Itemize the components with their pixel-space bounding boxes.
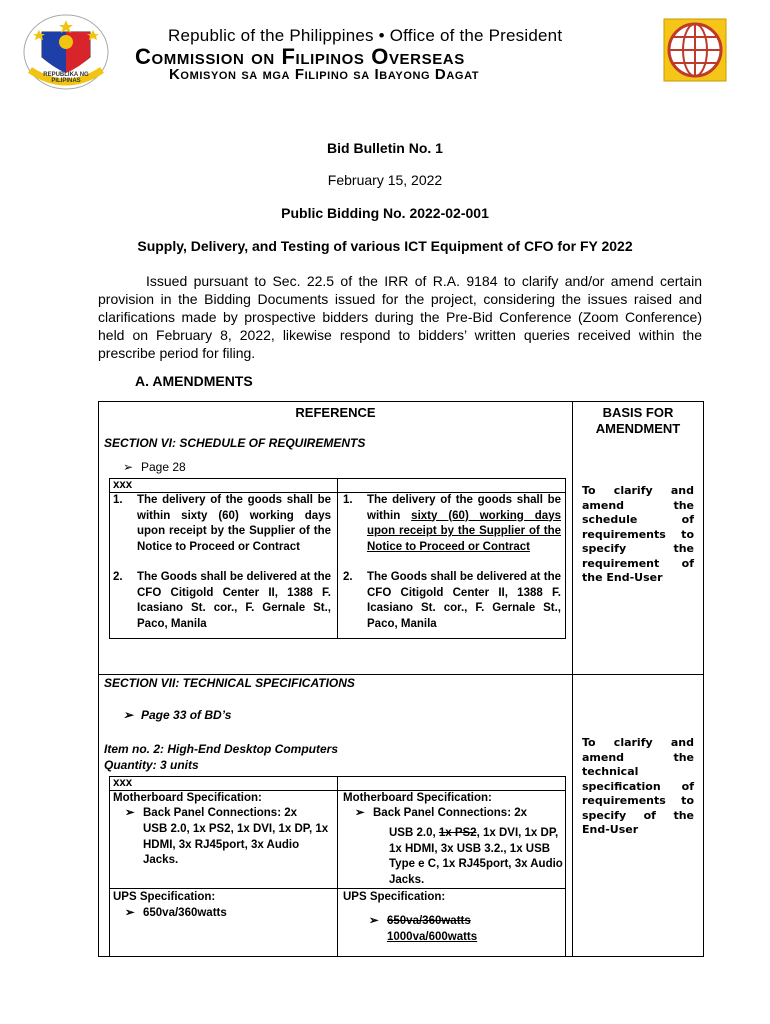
bidding-number: Public Bidding No. 2022-02-001 — [281, 205, 489, 221]
col-header-basis: BASIS FOR AMENDMENT — [595, 405, 681, 436]
left-item-2-text: The Goods shall be delivered at the CFO Citigold Center II, 1388 F. Icasiano St. cor., F. Gernale St., Paco, Manila — [137, 571, 331, 630]
section-vii-page: ➢ Page 33 of BD’s — [123, 708, 232, 722]
left-item-2-number: 2. — [113, 571, 123, 583]
left-back-panel-label: ➢ Back Panel Connections: 2x — [125, 806, 297, 822]
arrow-bullet-icon: ➢ — [125, 907, 135, 919]
amendments-heading: A. AMENDMENTS — [135, 373, 253, 389]
left-ups-label: UPS Specification: — [113, 891, 216, 903]
bulletin-date: February 15, 2022 — [327, 172, 443, 188]
intro-text: Issued pursuant to Sec. 22.5 of the IRR of R.A. 9184 to clarify and/or amend certain provision in the Bidding Documents issued for the project, considering the issues raised and clarifications made by prospective bidders during the Pre-Bid Conference (Zoom Conference) held on February 8, 2022, likewise respond to bidders’ written queries received within the prescribe period for filing. — [98, 273, 702, 361]
amended-text: 1000va/600watts — [387, 930, 478, 943]
arrow-bullet-icon: ➢ — [369, 915, 379, 927]
left-motherboard-label: Motherboard Specification: — [113, 792, 262, 804]
right-motherboard-label: Motherboard Specification: — [343, 792, 492, 804]
item-title: Item no. 2: High-End Desktop Computers — [104, 742, 339, 756]
right-item-1-number: 1. — [343, 494, 353, 506]
right-back-panel-value: USB 2.0, 1x PS2, 1x DVI, 1x DP, 1x HDMI, 3x USB 3.2., 1x USB Type e C, 1x RJ45port, 3x Audio Jacks. — [389, 827, 563, 886]
right-ups-label: UPS Specification: — [343, 891, 446, 903]
section-vi-title: SECTION VI: SCHEDULE OF REQUIREMENTS — [104, 436, 366, 450]
arrow-bullet-icon: ➢ — [123, 460, 134, 474]
header-commission-tagalog: Komisyon sa mga Filipino sa Ibayong Dagat — [169, 66, 480, 83]
header-republic-line: Republic of the Philippines • Office of the President — [168, 26, 563, 45]
left-item-1-text: The delivery of the goods shall be within sixty (60) working days upon receipt by the Supplier of the Notice to Proceed or Contract — [137, 494, 331, 553]
left-item-1-number: 1. — [113, 494, 123, 506]
col-header-reference: REFERENCE — [295, 405, 376, 420]
section-vi-xxx: xxx — [113, 479, 133, 491]
deleted-text: 650va/360watts — [387, 915, 471, 927]
right-back-panel-label: ➢ Back Panel Connections: 2x — [355, 806, 527, 822]
arrow-bullet-icon: ➢ — [123, 708, 134, 722]
arrow-bullet-icon: ➢ — [355, 807, 365, 819]
deleted-text: 1x PS2 — [438, 827, 477, 839]
section-vii-title: SECTION VII: TECHNICAL SPECIFICATIONS — [104, 676, 355, 690]
amendments-table — [98, 401, 704, 957]
section-vii-xxx: xxx — [113, 777, 133, 789]
header-commission-name: Commission on Filipinos Overseas — [135, 44, 465, 69]
intro-paragraph — [98, 272, 702, 362]
right-item-2-text: The Goods shall be delivered at the CFO Citigold Center II, 1388 F. Icasiano St. cor., F. Gernale St., Paco, Manila — [367, 571, 561, 630]
right-ups-value — [369, 914, 477, 945]
seal-ribbon-text: REPUBLIKA NG PILIPINAS — [43, 72, 89, 84]
project-title: Supply, Delivery, and Testing of various ICT Equipment of CFO for FY 2022 — [137, 238, 633, 254]
section-vii-basis: To clarify and amend the technical specification of requirements to specify of the End-User — [582, 736, 694, 836]
amended-text: sixty (60) working days upon receipt by the Supplier of the Notice to Proceed or Contract — [367, 509, 561, 553]
arrow-bullet-icon: ➢ — [125, 807, 135, 819]
right-item-2-number: 2. — [343, 571, 353, 583]
bulletin-title: Bid Bulletin No. 1 — [327, 140, 443, 156]
left-ups-value: ➢ 650va/360watts — [125, 906, 227, 922]
cfo-globe-logo — [663, 18, 727, 82]
section-vi-page: ➢ Page 28 — [123, 460, 186, 474]
right-item-1-text: The delivery of the goods shall be within sixty (60) working days upon receipt by the Supplier of the Notice to Proceed or Contract — [367, 494, 561, 553]
philippine-seal-logo — [22, 12, 110, 90]
section-vi-basis: To clarify and amend the schedule of requirements to specify the requirement of the End-User — [582, 484, 694, 584]
left-back-panel-value: USB 2.0, 1x PS2, 1x DVI, 1x DP, 1x HDMI, 3x RJ45port, 3x Audio Jacks. — [143, 823, 329, 866]
item-quantity: Quantity: 3 units — [104, 758, 199, 772]
